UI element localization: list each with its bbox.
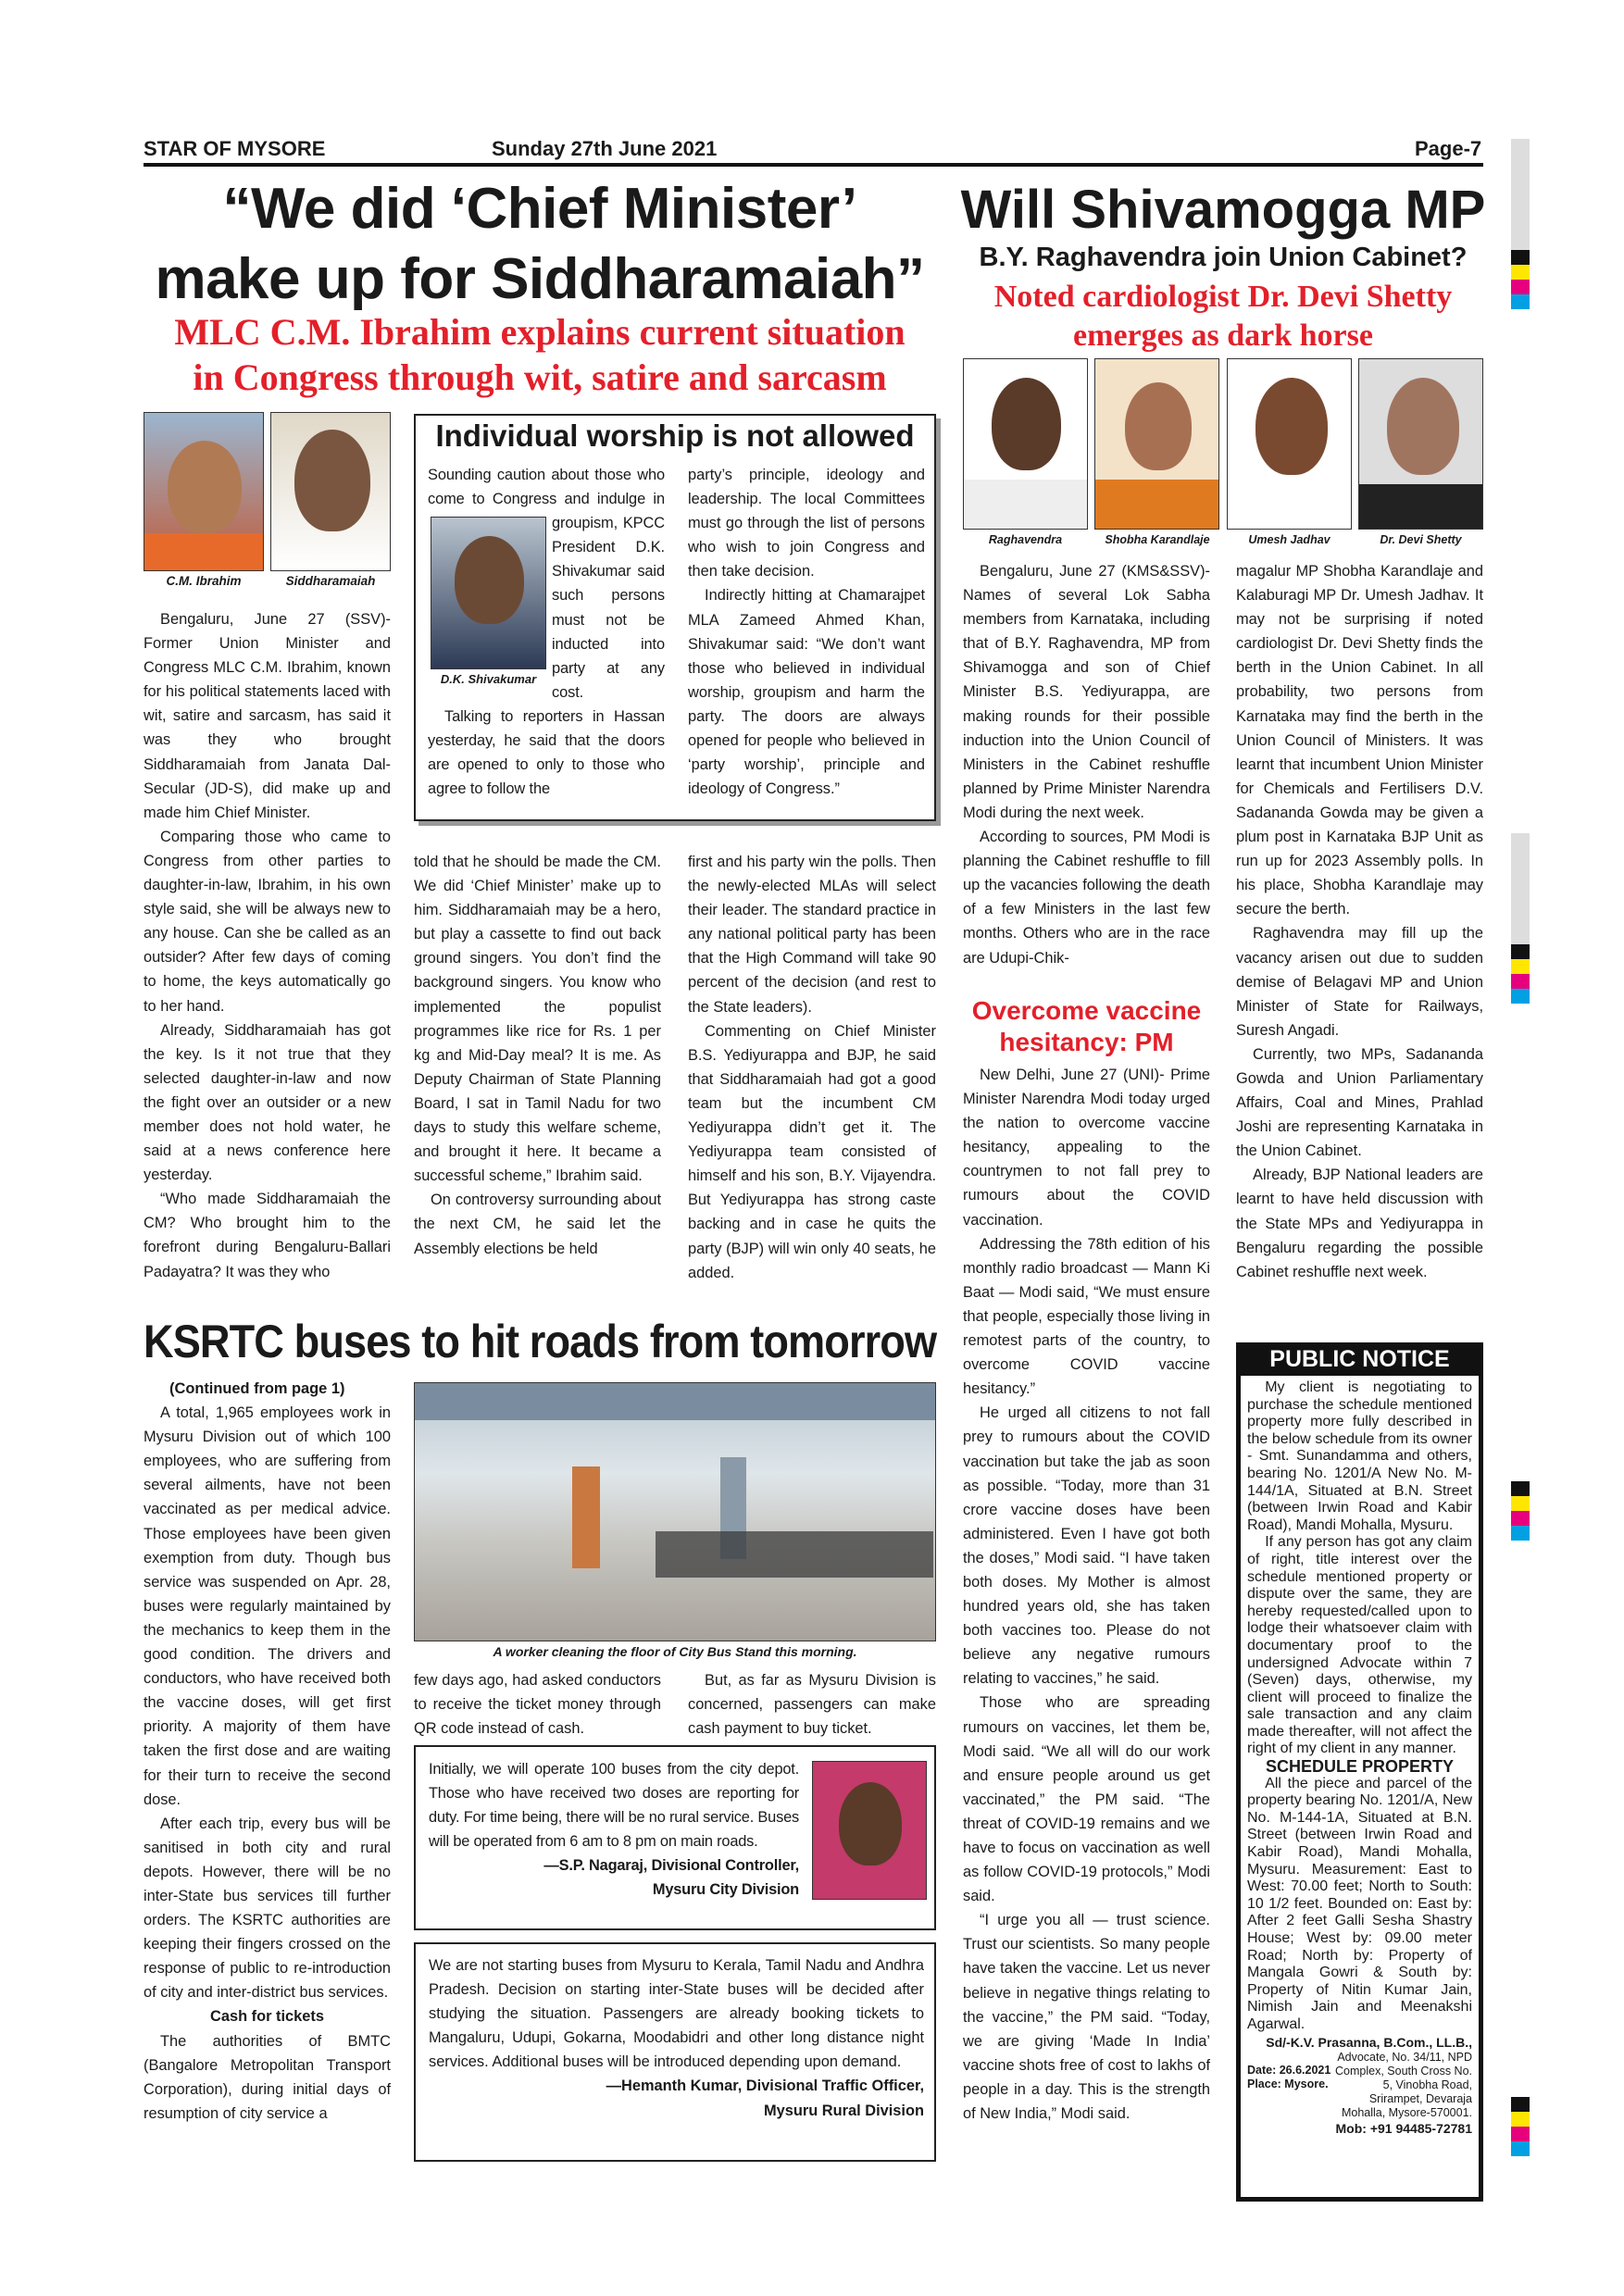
photo-caption: Dr. Devi Shetty: [1380, 533, 1462, 546]
photo-caption: Raghavendra: [988, 533, 1063, 546]
lead-subheadline: [144, 309, 936, 400]
photo-caption: D.K. Shivakumar: [440, 672, 537, 686]
paragraph: He urged all citizens to not fall prey to rumours about the COVID vaccination but take the jab as soon as possible. “Today, more than 31 crore vaccine doses have been administered. Even I have got both the doses,” Modi said. “I have taken both doses. My Mother is almost hundred years old, she has taken both vaccines too. Please do not believe any negative rumours relating to vaccines,” he said.: [963, 1404, 1210, 1688]
paragraph: Raghavendra may fill up the vacancy arisen out due to sudden demise of Belagavi MP and Union Minister of State for Railways, Suresh Angadi.: [1236, 925, 1483, 1039]
paragraph: Currently, two MPs, Sadananda Gowda and Union Parliamentary Affairs, Coal and Mines, Prahlad Joshi are representing Karnataka in the Union Cabinet.: [1236, 1045, 1483, 1160]
signatory: Sd/-K.V. Prasanna, B.Com., LL.B.,: [1266, 2034, 1472, 2050]
ksrtc-headline: [144, 1315, 936, 1370]
public-notice-body: [1247, 1379, 1472, 2138]
cabinet-col-2: [1236, 559, 1483, 1284]
cabinet-red-2: emerges as dark horse: [1073, 318, 1373, 353]
vaccine-article: [963, 1063, 1210, 2126]
ibrahim-photo: [144, 412, 264, 571]
color-registration-strip: [1511, 1481, 1530, 1541]
paragraph: told that he should be made the CM. We did ‘Chief Minister’ make up to him. Siddharamaiah may be a hero, but play a cassette to find out back ground singers. You don’t find the background singers. You know who implemented the populist programmes like rice for Rs. 1 per kg and Mid-Day meal? It is me. As Deputy Chairman of State Planning Board, I sat in Tamil Nadu for two days to study this welfare scheme, and brought it here. It became a successful scheme,” Ibrahim said.: [414, 854, 661, 1185]
paragraph: Bengaluru, June 27 (KMS&SSV)- Names of several Lok Sabha members from Karnataka, including that of B.Y. Raghavendra, MP from Shivamogga and son of Chief Minister B.S. Yediyurappa, are making rounds for their possible induction into the Union Council of Ministers in the Cabinet reshuffle planned by Prime Minister Narendra Modi during the next week.: [963, 563, 1210, 821]
lead-headline: [139, 174, 941, 315]
ksrtc-headline-text: KSRTC buses to hit roads from tomorrow: [144, 1316, 937, 1367]
color-registration-strip: [1511, 139, 1530, 309]
quote-text: We are not starting buses from Mysuru to Kerala, Tamil Nadu and Andhra Pradesh. Decision on starting inter-State buses will be decided after studying the situation. Passengers are already booking tickets to Mangaluru, Udupi, Gokarna, Moodabidri and other long distance night services. Additional buses will be introduced depending upon demand.: [429, 1957, 924, 2071]
lead-sub-1: MLC C.M. Ibrahim explains current situation: [174, 311, 906, 353]
paragraph: Already, Siddharamaiah has got the key. Is it not true that they selected daughter-in-law and now the fight over an outsider or a new member does not hold water, he said at a news conference here yesterday.: [144, 1021, 391, 1184]
paragraph: Those who are spreading rumours on vaccines, let them be, Modi said. “We all will do our work and ensure people around us get vaccinated,” the PM said. “The threat of COVID-19 remains and we have to focus on vaccination as well as follow COVID-19 protocols,” Modi said.: [963, 1694, 1210, 1905]
paragraph: Comparing those who came to Congress from other parties to daughter-in-law, Ibrahim, in his own style said, she will be always new to any house. Can she be called as an outsider? After few days of coming to home, the keys automatically go to her hand.: [144, 828, 391, 1015]
page-number: Page-7: [1415, 137, 1482, 160]
worship-title-text: Individual worship is not allowed: [435, 418, 915, 453]
paragraph: Addressing the 78th edition of his monthly radio broadcast — Mann Ki Baat — Modi said, “We must ensure that people, especially those living in remotest parts of the country, to overcome COVID vaccine hesitancy.”: [963, 1235, 1210, 1398]
issue-date: Sunday 27th June 2021: [492, 137, 718, 160]
quote-attribution: Mysuru City Division: [652, 1881, 799, 1899]
quote-hemanth: [429, 1953, 924, 2123]
photo-caption: Siddharamaiah: [285, 574, 376, 588]
public-notice-title: PUBLIC NOTICE: [1236, 1342, 1483, 1376]
paragraph: On controversy surrounding about the next CM, he said let the Assembly elections be held: [414, 1192, 661, 1257]
paragraph: few days ago, had asked conductors to receive the ticket money through QR code instead of cash.: [414, 1672, 661, 1738]
advocate-mobile: Mob: +91 94485-72781: [1335, 2121, 1472, 2137]
cabinet-headline: [958, 178, 1488, 243]
cabinet-subhead: [958, 243, 1488, 273]
cabinet-subhead-text: B.Y. Raghavendra join Union Cabinet?: [979, 243, 1468, 272]
continued-label: (Continued from page 1): [169, 1380, 345, 1397]
photo-caption: Umesh Jadhav: [1248, 533, 1330, 546]
lead-sub-2: in Congress through wit, satire and sarcasm: [193, 356, 887, 398]
paragraph: But, as far as Mysuru Division is concerned, passengers can make cash payment to buy ticket.: [688, 1672, 936, 1738]
paragraph: Already, BJP National leaders are learnt to have held discussion with the State MPs and Yediyurappa in Bengaluru regarding the possible Cabinet reshuffle next week.: [1236, 1167, 1483, 1280]
color-registration-strip: [1511, 2097, 1530, 2156]
paragraph: The authorities of BMTC (Bangalore Metropolitan Transport Corporation), during initial days of resumption of city service a: [144, 2032, 391, 2122]
notice-paragraph: My client is negotiating to purchase the schedule mentioned property more fully described in the below schedule from its owner - Smt. Sunandamma and others, bearing No. 1201/A New No. M-144/1A, Situated at B.N. Street (between Irwin Road and Kabir Road), Mandi Mohalla, Mysuru.: [1247, 1379, 1472, 1533]
paragraph: “I urge you all — trust science. Trust our scientists. So many people have taken the vaccine. Let us never believe in negative things relating to the vaccine,” the PM said. “Today, we are giving ‘Made In India’ vaccine shots free of cost to lakhs of people in a day. This is the strength of New India,” Modi said.: [963, 1912, 1210, 2123]
quote-nagaraj: [429, 1757, 799, 1903]
shobha-photo: [1094, 358, 1219, 530]
ksrtc-col-2: [414, 1668, 661, 1741]
paragraph: New Delhi, June 27 (UNI)- Prime Minister Narendra Modi today urged the nation to overcome vaccine hesitancy, appealing to the countrymen to not fall prey to rumours about the COVID vaccination.: [963, 1067, 1210, 1229]
quote-attribution: Mysuru Rural Division: [763, 2102, 924, 2119]
photo-spacer: [428, 513, 552, 694]
schedule-title: SCHEDULE PROPERTY: [1265, 1757, 1455, 1777]
paragraph: party’s principle, ideology and leadership. The local Committees must go through the list of persons who wish to join Congress and then take decision.: [688, 467, 925, 580]
cabinet-col-1: [963, 559, 1210, 970]
ksrtc-col-3: [688, 1668, 936, 1741]
quote-attribution: —S.P. Nagaraj, Divisional Controller,: [543, 1857, 799, 1875]
worship-col-1: [428, 463, 665, 801]
lead-article-col-1: [144, 607, 391, 1284]
cabinet-red-1: Noted cardiologist Dr. Devi Shetty: [993, 280, 1453, 314]
vaccine-headline: Overcome vaccine hesitancy: PM: [971, 996, 1202, 1056]
worship-title: [414, 418, 936, 454]
cabinet-headline-text: Will Shivamogga MP: [960, 180, 1486, 240]
photo-caption: Shobha Karandlaje: [1105, 533, 1210, 546]
notice-paragraph: If any person has got any claim of right, title interest over the schedule mentioned property or dispute over the same, they are hereby requested/called upon to lodge their whatsoever claim with documentary proof to the undersigned Advocate within 7 (Seven) days, otherwise, my client will proceed to finalize the sale transaction and any claim made thereafter, will not affect the right of my client in any manner.: [1247, 1534, 1472, 1757]
paragraph: A total, 1,965 employees work in Mysuru Division out of which 100 employees, who are suffering from several ailments, have not been vaccinated as per medical advice. Those employees have been given exemption from duty. Though bus service was suspended on Apr. 28, buses were regularly maintained by the mechanics to keep them in the good condition. The drivers and conductors, who have received both the vaccine doses, will get first priority. A majority of them have taken the first dose and are waiting for their turn to receive the second dose.: [144, 1404, 391, 1808]
advocate-address: Advocate, No. 34/11, NPD Complex, South Cross No. 5, Vinobha Road, Srirampet, Devaraja Mohalla, Mysore-570001.: [1335, 2051, 1472, 2120]
devi-shetty-photo: [1358, 358, 1483, 530]
paragraph: Bengaluru, June 27 (SSV)- Former Union Minister and Congress MLC C.M. Ibrahim, known for his political statements laced with wit, satire and sarcasm, has said it was they who brought Siddharamaiah from Janata Dal-Secular (JD-S), did make up and made him Chief Minister.: [144, 611, 391, 821]
paragraph: Talking to reporters in Hassan yesterday, he said that the doors are opened to only to those who agree to follow the: [428, 707, 665, 798]
umesh-jadhav-photo: [1227, 358, 1352, 530]
notice-place: Place: Mysore.: [1247, 2078, 1329, 2091]
paper-name: STAR OF MYSORE: [144, 137, 326, 160]
color-registration-strip: [1511, 833, 1530, 1004]
paragraph: magalur MP Shobha Karandlaje and Kalaburagi MP Dr. Umesh Jadhav. It may not be surprising if noted cardiologist Dr. Devi Shetty finds the berth in the Union Cabinet. In all probability, two persons from Karnataka may find the berth in the Union Council of Ministers. It was learnt that incumbent Union Minister for Chemicals and Fertilisers D.V. Sadananda Gowda may be given a plum post in Karnataka BJP Unit as run up for 2023 Assembly polls. In his place, Shobha Karandlaje may secure the berth.: [1236, 563, 1483, 918]
paragraph: first and his party win the polls. Then the newly-elected MLAs will select their leader. The standard practice in any national political party has been that the High Command will take 90 percent of the decision (and rest to the State leaders).: [688, 854, 936, 1016]
paragraph: Sounding caution about those who come to Congress and indulge in groupism, KPCC President D.K. Shivakumar said such persons must not be inducted into party at any cost.: [428, 467, 665, 701]
photo-caption: C.M. Ibrahim: [166, 574, 242, 588]
worship-col-2: [688, 463, 925, 801]
notice-date: Date: 26.6.2021: [1247, 2064, 1331, 2078]
lead-headline-line-1: “We did ‘Chief Minister’: [222, 177, 857, 241]
quote-text: Initially, we will operate 100 buses from the city depot. Those who have received two doses are reporting for duty. For time being, there will be no rural service. Buses will be operated from 6 am to 8 pm on main roads.: [429, 1761, 799, 1851]
paragraph: Commenting on Chief Minister B.S. Yediyurappa and BJP, he said that Siddharamaiah had got a good team but the incumbent CM Yediyurappa didn’t get it. The Yediyurappa team consisted of himself and his son, B.Y. Vijayendra. But Yediyurappa has strong caste backing and in case he quits the party (BJP) will win only 40 seats, he added.: [688, 1022, 936, 1281]
paragraph: According to sources, PM Modi is planning the Cabinet reshuffle to fill up the vacancies following the death of a few Ministers in the last few months. Others who are in the race are Udupi-Chik-: [963, 829, 1210, 967]
bus-stand-photo: [414, 1382, 936, 1641]
ksrtc-subhead: Cash for tickets: [210, 2008, 324, 2026]
raghavendra-photo: [963, 358, 1088, 530]
lead-article-col-3: [688, 850, 936, 1285]
photo-caption: A worker cleaning the floor of City Bus Stand this morning.: [493, 1644, 857, 1659]
quote-attribution: —Hemanth Kumar, Divisional Traffic Officer,: [606, 2078, 924, 2095]
paragraph: Indirectly hitting at Chamarajpet MLA Zameed Ahmed Khan, Shivakumar said: “We don’t want those who believed in individual worship, groupism and harm the party. The doors are always opened for people who believed in ‘party worship’, principle and ideology of Congress.”: [688, 587, 925, 798]
paragraph: After each trip, every bus will be sanitised in both city and rural depots. However, there will be no inter-State bus services till further orders. The KSRTC authorities are keeping their fingers crossed on the response of public to re-introduction of city and inter-district bus services.: [144, 1815, 391, 2002]
lead-headline-line-2: make up for Siddharamaiah”: [155, 247, 925, 311]
masthead-rule: [144, 163, 1483, 167]
siddharamaiah-photo: [270, 412, 391, 571]
ksrtc-col-1: [144, 1377, 391, 2126]
lead-article-col-2: [414, 850, 661, 1261]
schedule-text: All the piece and parcel of the property bearing No. 1201/A, New No. M-144-1A, Situated at B.N. Street (between Irwin Road and Kabir Road), Mandi Mohalla, Mysuru. Measurement: East to West: 70.00 feet; North to South: 10 1/2 feet. Bounded on: East by: After 2 feet Galli Sesha Shastry House; West by: 09.00 meter Road; North by: Property of Mangala Gowri & South by: Property of Nitin Kumar Jain, Nimish Jain and Meenakshi Agarwal.: [1247, 1775, 1472, 2032]
cabinet-red-subhead: [958, 278, 1488, 356]
paragraph: “Who made Siddharamaiah the CM? Who brought him to the forefront during Bengaluru-Ballari Padayatra? It was they who: [144, 1191, 391, 1280]
nagaraj-photo: [812, 1761, 927, 1900]
